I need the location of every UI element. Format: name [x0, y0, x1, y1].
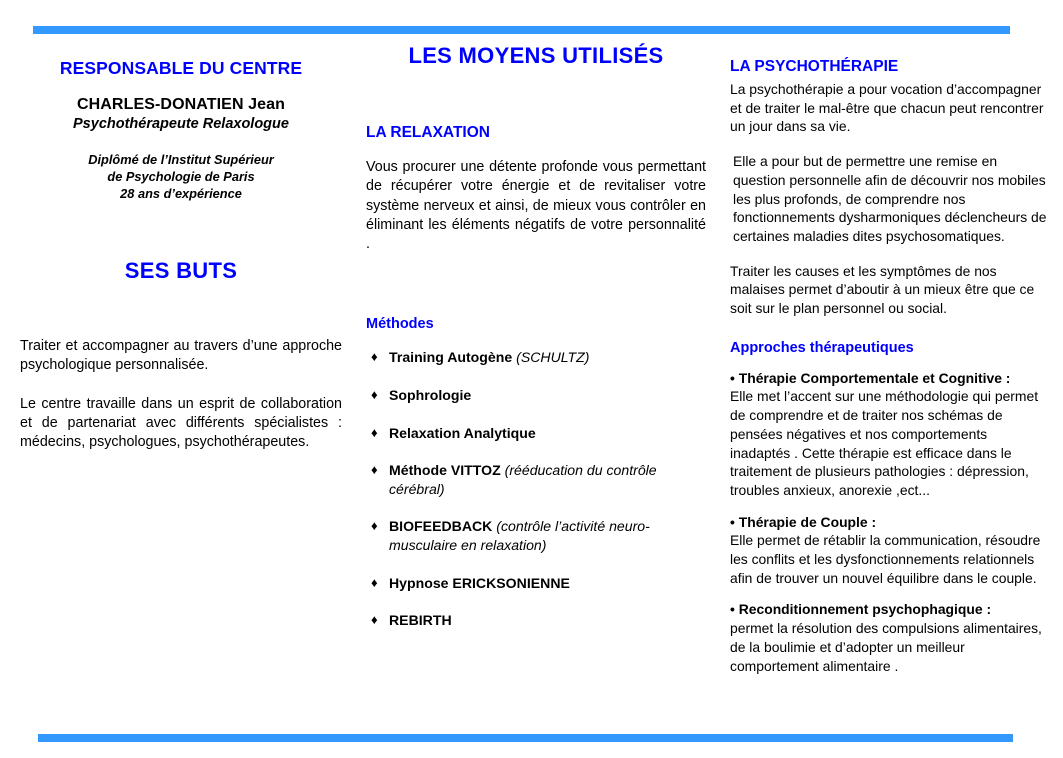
practitioner-name: CHARLES-DONATIEN Jean [76, 96, 286, 113]
approach-body: Elle permet de rétablir la communication, résoudre les conflits et les dysfonctionnements relationnels afin de trouver un nouvel équilibre dans le couple. [730, 532, 1041, 586]
method-note: (contrôle l’activité neuro-musculaire en relaxation) [389, 518, 650, 554]
diamond-bullet-icon: ♦ [371, 424, 378, 440]
method-name: Relaxation Analytique [389, 424, 536, 441]
method-note: (rééducation du contrôle cérébral) [389, 462, 657, 497]
method-name: Training Autogène [389, 349, 513, 366]
bottom-decorative-rule [38, 734, 1013, 742]
brochure-page [0, 40, 1063, 730]
approach-heading: • Reconditionnement psychophagique : [730, 601, 992, 618]
credentials-line-2: de Psychologie de Paris [107, 168, 255, 184]
approach-item [730, 600, 1047, 675]
list-item [366, 461, 706, 498]
left-column [20, 40, 342, 452]
practitioner-role: Psychothérapeute Relaxologue [73, 116, 289, 132]
credentials-line-3: 28 ans d’expérience [120, 185, 242, 201]
approach-body: Elle met l’accent sur une méthodologie qui permet de comprendre et de traiter nos schémas de pensées négatives et nos comportements inadaptés . Cette thérapie est efficace dans le traitement de plusieurs pathologies : dépression, troubles anxieux, anorexie ,ect... [730, 388, 1039, 498]
method-name: Méthode VITTOZ [389, 462, 501, 479]
methods-list [366, 348, 706, 629]
approach-item [730, 369, 1047, 500]
relaxation-subsection-title: LA RELAXATION [366, 124, 490, 141]
practitioner-credentials [20, 152, 342, 203]
list-item [366, 348, 706, 367]
method-name: BIOFEEDBACK [389, 518, 493, 535]
method-name: Sophrologie [389, 387, 472, 404]
method-note: (SCHULTZ) [516, 349, 590, 366]
goals-paragraph-2: Le centre travaille dans un esprit de collaboration et de partenariat avec différents spécialistes : médecins, psychologues, psychothérapeutes. [20, 395, 342, 450]
top-decorative-rule [33, 26, 1010, 34]
approaches-subsection-title: Approches thérapeutiques [730, 339, 914, 356]
goals-section-title: SES BUTS [124, 257, 238, 283]
list-item [366, 517, 706, 554]
list-item [366, 574, 706, 593]
method-name: REBIRTH [389, 612, 452, 629]
method-name: Hypnose ERICKSONIENNE [389, 574, 570, 591]
middle-column [366, 40, 706, 649]
diamond-bullet-icon: ♦ [371, 349, 378, 365]
practitioner-name-block [20, 96, 342, 132]
approach-item [730, 513, 1047, 588]
diamond-bullet-icon: ♦ [371, 518, 378, 534]
means-section-title: LES MOYENS UTILISÉS [408, 43, 664, 68]
diamond-bullet-icon: ♦ [371, 387, 378, 403]
list-item [366, 611, 706, 630]
goals-paragraph-1: Traiter et accompagner au travers d’une approche psychologique personnalisée. [20, 337, 342, 373]
approach-heading: • Thérapie de Couple : [730, 513, 877, 530]
methods-subsection-title: Méthodes [366, 316, 434, 333]
relaxation-paragraph: Vous procurer une détente profonde vous permettant de récupérer votre énergie et de revitaliser votre système nerveux et ainsi, de mieux vous contrôler en éliminant les éléments négatifs de votre personnalité . [366, 159, 706, 253]
credentials-line-1: Diplômé de l’Institut Supérieur [88, 152, 274, 167]
psychotherapy-paragraph-3: Traiter les causes et les symptômes de nos malaises permet d’aboutir à un mieux être que ce soit sur le plan personnel ou social. [730, 262, 1035, 317]
responsable-section-title: RESPONSABLE DU CENTRE [59, 58, 303, 78]
approach-body: permet la résolution des compulsions alimentaires, de la boulimie et d’adopter un meilleur comportement alimentaire . [730, 620, 1042, 674]
psychotherapy-paragraph-2: Elle a pour but de permettre une remise en question personnelle afin de découvrir nos mobiles les plus profonds, de comprendre nos fonctionnements dysharmoniques déclencheurs de certaines maladies dites psychosomatiques. [733, 153, 1047, 244]
list-item [366, 386, 706, 405]
diamond-bullet-icon: ♦ [371, 574, 378, 590]
diamond-bullet-icon: ♦ [371, 612, 378, 628]
psychotherapy-paragraph-1: La psychothérapie a pour vocation d’accompagner et de traiter le mal-être que chacun peut rencontrer un jour dans sa vie. [730, 81, 1044, 135]
list-item [366, 424, 706, 443]
psychotherapy-section-title: LA PSYCHOTHÉRAPIE [730, 58, 899, 75]
approach-heading: • Thérapie Comportementale et Cognitive : [730, 369, 1011, 386]
diamond-bullet-icon: ♦ [371, 462, 378, 478]
right-column [730, 40, 1047, 675]
